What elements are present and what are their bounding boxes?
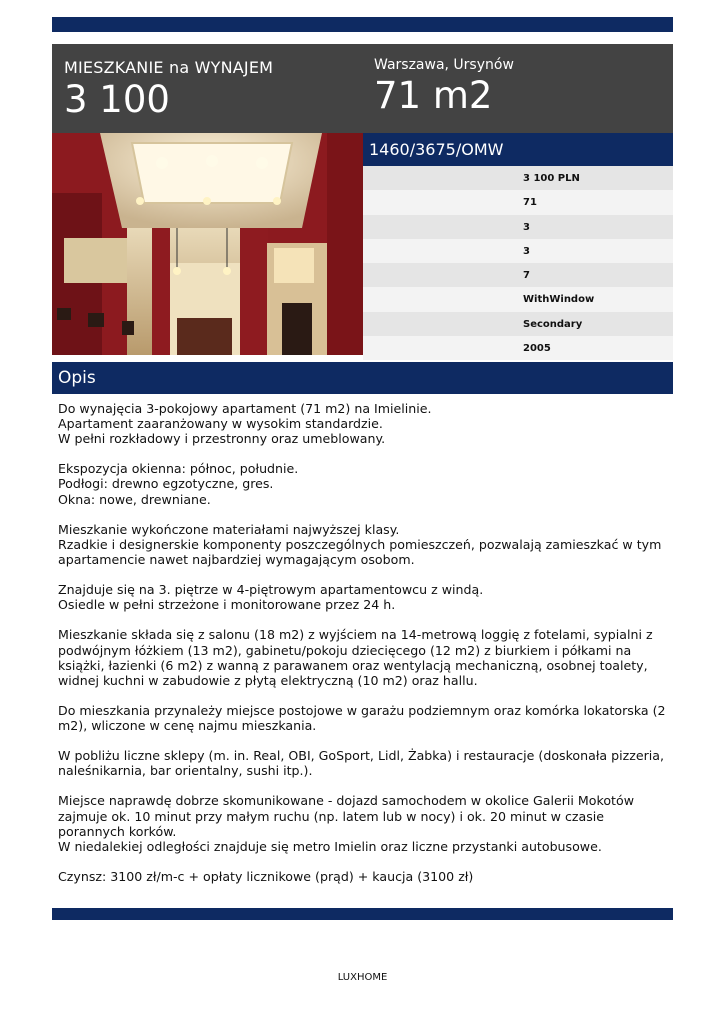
listing-area: 71 m2 (374, 74, 493, 117)
details-value: 3 100 PLN (523, 173, 580, 184)
description-line: W niedalekiej odległości znajduje się metro Imielin oraz liczne przystanki autobusowe. (58, 838, 602, 854)
details-row-price (363, 166, 673, 190)
listing-price: 3 100 (64, 78, 170, 121)
footer-brand: LUXHOME (337, 972, 388, 983)
details-row-area (363, 190, 673, 214)
description-section-bar (52, 362, 673, 394)
details-value: 71 (523, 197, 537, 209)
details-value: 3 (523, 221, 530, 233)
reference-number: 1460/3675/OMW (369, 140, 504, 159)
apartment-photo (52, 133, 363, 355)
paragraph-gap (58, 567, 670, 582)
description-line: W pobliżu liczne sklepy (m. in. Real, OBI, GoSport, Lidl, Żabka) i restauracje (doskonała pizzeria, naleśnikarnia, bar orientalny, sushi itp.). (58, 748, 664, 779)
paragraph-gap (58, 733, 670, 748)
description-line: Rzadkie i designerskie komponenty poszczególnych pomieszczeń, pozwalają zamieszkać w tym apartamencie nawet najbardziej wymagającym osobom. (58, 536, 662, 567)
bottom-accent-bar (52, 908, 673, 920)
description-line: Do mieszkania przynależy miejsce postojowe w garażu podziemnym oraz komórka lokatorska (2 m2), wliczone w cenę najmu mieszkania. (58, 702, 666, 733)
details-table (363, 166, 673, 360)
description-line: Czynsz: 3100 zł/m-c + opłaty licznikowe (prąd) + kaucja (3100 zł) (58, 868, 474, 884)
description-line: Ekspozycja okienna: północ, południe. (58, 461, 299, 477)
paragraph-gap (58, 612, 670, 627)
details-value: 3 (523, 245, 530, 257)
paragraph-gap (58, 507, 670, 522)
description-text (58, 401, 670, 884)
description-line: Osiedle w pełni strzeżone i monitorowane przez 24 h. (58, 597, 396, 613)
details-row-year (363, 336, 673, 360)
details-row-market (363, 312, 673, 336)
paragraph-gap (58, 446, 670, 461)
details-row-rooms (363, 215, 673, 239)
listing-header (52, 44, 673, 133)
description-line: W pełni rozkładowy i przestronny oraz umeblowany. (58, 431, 386, 447)
description-line: Apartament zaaranżowany w wysokim standardzie. (58, 416, 383, 432)
listing-type: MIESZKANIE na WYNAJEM (64, 58, 274, 77)
description-line: Do wynajęcia 3-pokojowy apartament (71 m2) na Imielinie. (58, 401, 432, 416)
details-value: 7 (523, 270, 530, 282)
details-row-kitchen (363, 287, 673, 311)
description-line: Mieszkanie składa się z salonu (18 m2) z wyjściem na 14-metrową loggię z fotelami, sypialni z podwójnym łóżkiem (13 m2), gabinetu/pokoju dziecięcego (12 m2) z biurkiem i półkami na książki, łazienki (6 m2) z wanną z parawanem oraz wentylacją mechaniczną, osobnej toalety, widnej kuchni w zabudowie z płytą elektryczną (10 m2) oraz hallu. (58, 627, 653, 688)
details-row-floors-total (363, 263, 673, 287)
details-value: Secondary (523, 318, 583, 330)
details-row-floor (363, 239, 673, 263)
paragraph-gap (58, 854, 670, 869)
top-accent-bar (52, 17, 673, 32)
paragraph-gap (58, 688, 670, 703)
description-title: Opis (58, 368, 96, 388)
description-line: Znajduje się na 3. piętrze w 4-piętrowym apartamentowcu z windą. (58, 582, 484, 598)
reference-number-bar (363, 133, 673, 166)
description-line: Mieszkanie wykończone materiałami najwyższej klasy. (58, 521, 400, 537)
description-line: Podłogi: drewno egzotyczne, gres. (58, 476, 274, 492)
paragraph-gap (58, 778, 670, 793)
listing-location: Warszawa, Ursynów (374, 57, 514, 73)
details-value: WithWindow (523, 294, 595, 306)
description-line: Miejsce naprawdę dobrze skomunikowane - dojazd samochodem w okolice Galerii Mokotów zajmuje ok. 10 minut przy małym ruchu (np. latem lub w nocy) i ok. 20 minut w czasie porannych korków. (58, 793, 634, 839)
details-value: 2005 (523, 343, 551, 355)
description-line: Okna: nowe, drewniane. (58, 491, 211, 507)
apartment-photo-image (52, 133, 363, 355)
